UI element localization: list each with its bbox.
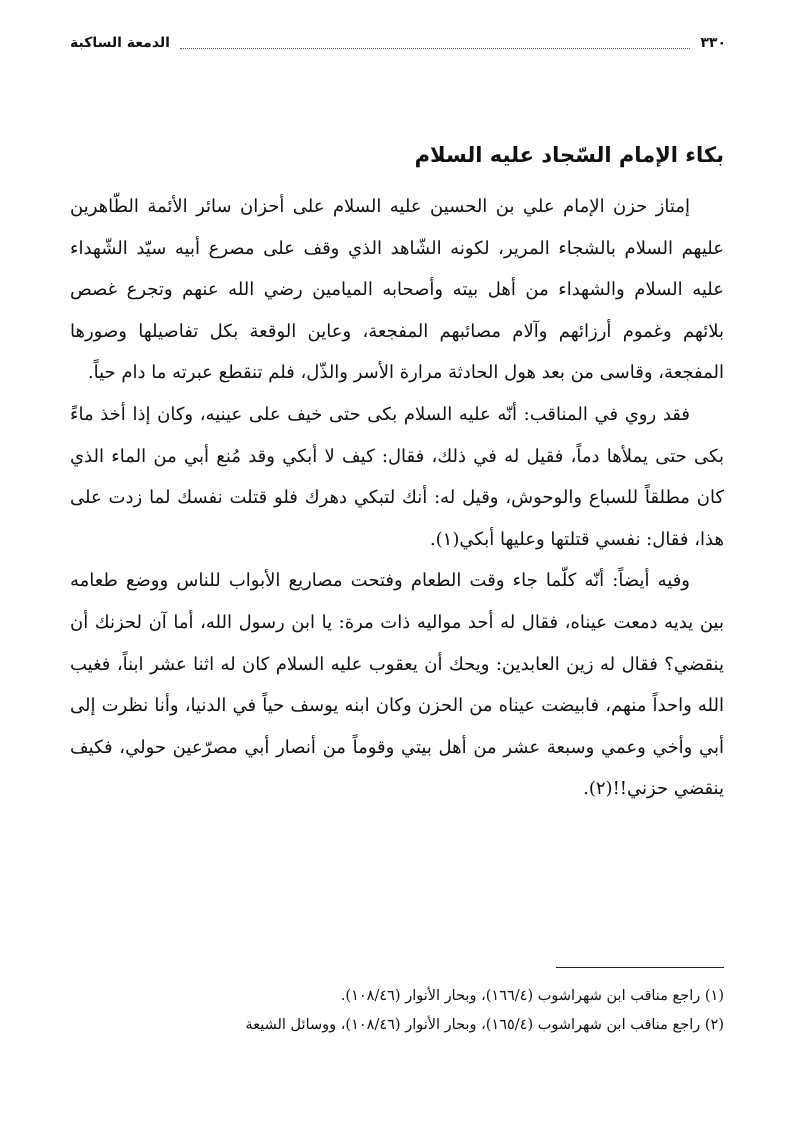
running-title: الدمعة الساكبة (70, 35, 170, 51)
footnote-divider (556, 967, 724, 968)
header-leader-dots (180, 48, 690, 49)
paragraph: إمتاز حزن الإمام علي بن الحسين عليه السلام على أحزان سائر الأئمة الطّاهرين عليهم السلام بالشجاء المرير، لكونه الشّاهد الذي وقف على مصرع أبيه سيّد الشّهداء عليه السلام والشهداء من أهل بيته وأصحابه الميامين رضي الله عنهم وتجرع غصص بلائهم وغموم أرزائهم وآلام مصائبهم المفجعة، وعاين الوقعة بكل تفاصيلها وصورها المفجعة، وقاسى من بعد هول الحادثة مرارة الأسر والذّل، فلم تنقطع عبرته ما دام حياً. (70, 196, 724, 384)
body-text (70, 186, 724, 810)
section-title: بكاء الإمام السّجاد عليه السلام (414, 143, 724, 167)
paragraph: فقد روي في المناقب: أنّه عليه السلام بكى حتى خيف على عينيه، وكان إذا أخذ ماءً بكى حتى يملأها دماً، فقيل له في ذلك، فقال: كيف لا أبكي وقد مُنع أبي من الماء الذي كان مطلقاً للسباع والوحوش، وقيل له: أنك لتبكي دهرك فلو قتلت نفسك لما زدت على هذا، فقال: نفسي قتلتها وعليها أبكي(١). (70, 403, 724, 550)
page-number: ٣٣٠ (700, 35, 726, 51)
paragraph: وفيه أيضاً: أنّه كلّما جاء وقت الطعام وفتحت مصاريع الأبواب للناس ووضع طعامه بين يديه دمعت عيناه، فقال له أحد مواليه ذات مرة: يا ابن رسول الله، أما آن لحزنك أن ينقضي؟ فقال له زين العابدين: ويحك أن يعقوب عليه السلام كان له اثنا عشر ابناً، فغيب الله واحداً منهم، فابيضت عيناه من الحزن وكان ابنه يوسف حياً في الدنيا، وأنا نظرت إلى أبي وأخي وعمي وسبعة عشر من أهل بيتي وقوماً من أنصار أبي مصرّعين حولي، فكيف ينقضي حزني!!(٢). (70, 570, 724, 800)
footnote: (٢) راجع مناقب ابن شهراشوب (١٦٥/٤)، وبحار الأنوار (١٠٨/٤٦)، ووسائل الشيعة (245, 1017, 724, 1033)
page-header (70, 30, 726, 56)
footnote: (١) راجع مناقب ابن شهراشوب (١٦٦/٤)، وبحار الأنوار (١٠٨/٤٦). (340, 988, 724, 1004)
footnotes (70, 982, 724, 1040)
